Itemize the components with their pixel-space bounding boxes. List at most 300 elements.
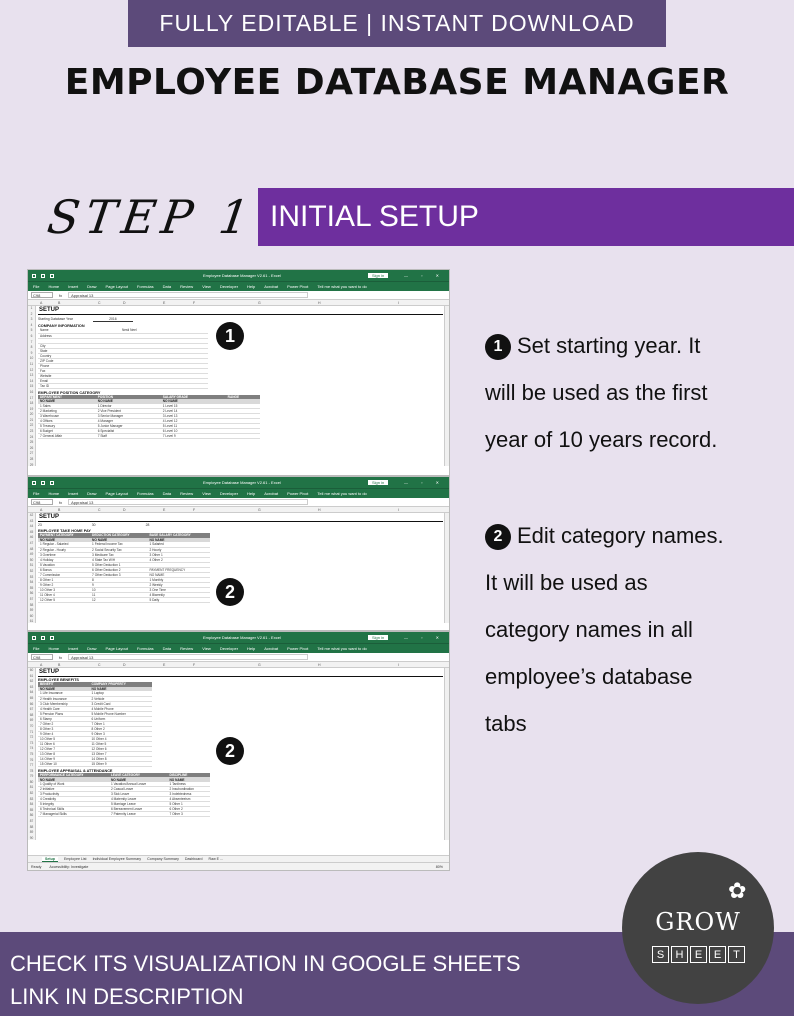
ribbon-tab[interactable]: Help — [247, 646, 256, 651]
row-number[interactable]: 55 — [29, 585, 34, 590]
row-number[interactable]: 28 — [29, 457, 34, 462]
row-number[interactable]: 52 — [29, 568, 34, 573]
table-cell[interactable]: 3 Club Membership — [38, 701, 89, 706]
row-number[interactable]: 5 — [30, 328, 33, 333]
column-header[interactable]: H — [318, 300, 321, 305]
table-cell[interactable]: 2 Regular - Hourly — [38, 547, 90, 552]
table-cell[interactable]: 7 Commission — [38, 572, 90, 577]
table-cell[interactable]: 7 Other 1 — [89, 721, 152, 726]
window-controls[interactable]: — ▫ ✕ — [404, 273, 445, 278]
row-number[interactable]: 14 — [29, 378, 34, 383]
row-number[interactable]: 81 — [29, 785, 34, 790]
table-cell[interactable]: 5 Integrity — [38, 802, 109, 807]
table-cell[interactable]: 6 Level 10 — [161, 429, 226, 434]
save-icon[interactable] — [32, 274, 36, 278]
table-cell[interactable]: 4 Health Care — [38, 706, 89, 711]
table-cell[interactable]: 6 Bereavement Leave — [109, 807, 168, 812]
table-cell[interactable]: 4 Biweekly — [147, 592, 210, 597]
table-cell[interactable]: 6 Technical Skills — [38, 807, 109, 812]
table-cell[interactable]: 2 Health Insurance — [38, 696, 89, 701]
table-cell[interactable]: 8 Other 2 — [89, 726, 152, 731]
row-number[interactable]: 19 — [29, 406, 34, 411]
sheet-tab-setup[interactable]: Setup — [42, 857, 58, 862]
ribbon-tab[interactable]: Formulas — [136, 491, 154, 496]
ribbon-tab[interactable]: Home — [48, 646, 60, 651]
company-field-label[interactable]: Tax ID — [38, 383, 120, 388]
table-cell[interactable]: 4 Level 12 — [161, 419, 226, 424]
column-header[interactable]: E — [163, 507, 166, 512]
window-controls[interactable]: — ▫ ✕ — [404, 480, 445, 485]
table-cell[interactable]: 11 Other 5 — [89, 741, 152, 746]
column-header[interactable]: H — [318, 662, 321, 667]
ribbon-tab[interactable]: Developer — [219, 284, 239, 289]
table-cell[interactable]: 12 Other 5 — [38, 597, 90, 602]
row-number[interactable]: 90 — [29, 835, 34, 840]
table-cell[interactable]: 13 Other 8 — [38, 751, 89, 756]
ribbon-tab[interactable]: Acrobat — [264, 284, 279, 289]
column-header[interactable]: E — [163, 662, 166, 667]
row-number[interactable]: 79 — [29, 774, 34, 779]
ribbon-tab[interactable]: Insert — [68, 491, 79, 496]
table-cell[interactable]: 6 Stamp — [38, 716, 89, 721]
table-cell[interactable]: 6 Other Deduction 2 — [90, 567, 147, 572]
sign-in-button[interactable]: Sign in — [368, 273, 388, 278]
worksheet[interactable] — [28, 513, 449, 623]
row-number[interactable]: 77 — [29, 763, 34, 768]
table-cell[interactable]: 10 Other 5 — [38, 736, 89, 741]
row-number[interactable]: 51 — [29, 563, 34, 568]
table-cell[interactable]: 1 Monthly — [147, 577, 210, 582]
column-header[interactable]: D — [123, 662, 126, 667]
table-cell[interactable]: 7 Other 3 — [167, 812, 210, 817]
tell-me-search[interactable]: Tell me what you want to do — [317, 646, 367, 651]
column-header[interactable]: I — [398, 507, 399, 512]
table-cell[interactable]: 9 Other 2 — [38, 582, 90, 587]
ribbon-tab[interactable]: File — [33, 646, 40, 651]
table-cell[interactable]: 3 Medicare Tax — [90, 552, 147, 557]
ribbon-tab[interactable]: Data — [162, 284, 172, 289]
starting-year-input[interactable]: 2016 — [93, 317, 133, 322]
table-cell[interactable]: 6 Uniform — [89, 716, 152, 721]
ribbon-tab[interactable]: Draw — [87, 646, 97, 651]
row-number[interactable]: 83 — [29, 796, 34, 801]
table-cell[interactable]: 14 Other 9 — [38, 756, 89, 761]
column-header[interactable]: G — [258, 507, 261, 512]
table-cell[interactable]: 14 Other 8 — [89, 756, 152, 761]
tell-me-search[interactable]: Tell me what you want to do — [317, 491, 367, 496]
table-cell[interactable]: 8 — [90, 577, 147, 582]
row-number[interactable]: 15 — [29, 384, 34, 389]
formula-input[interactable]: Appraisal 13 — [68, 292, 308, 298]
table-cell[interactable]: 5 Level 11 — [161, 424, 226, 429]
row-number[interactable]: 27 — [29, 451, 34, 456]
table-cell[interactable]: 6 Bonus — [38, 567, 90, 572]
table-cell[interactable]: 3 Level 13 — [161, 414, 226, 419]
column-header[interactable]: A — [40, 300, 43, 305]
table-cell[interactable]: 9 Other 3 — [89, 731, 152, 736]
row-number[interactable]: 67 — [29, 707, 34, 712]
row-number[interactable]: 49 — [29, 552, 34, 557]
ribbon-tab[interactable]: Review — [180, 646, 194, 651]
formula-input[interactable]: Appraisal 13 — [68, 499, 308, 505]
row-number[interactable]: 6 — [30, 333, 33, 338]
table-cell[interactable]: 13 Other 7 — [89, 751, 152, 756]
company-field-label[interactable]: Fax — [38, 368, 120, 373]
row-number[interactable]: 84 — [29, 802, 34, 807]
table-cell[interactable]: 7 Paternity Leave — [109, 812, 168, 817]
table-cell[interactable]: 3 Overtime — [38, 552, 90, 557]
undo-icon[interactable] — [41, 481, 45, 485]
column-header[interactable]: F — [193, 662, 196, 667]
table-cell[interactable]: 4 Creativity — [38, 797, 109, 802]
row-number[interactable]: 60 — [29, 668, 34, 672]
table-cell[interactable]: 5 Other Deduction 1 — [90, 562, 147, 567]
ribbon-tab[interactable]: Power Pivot — [287, 491, 309, 496]
table-cell[interactable]: 9 Other 4 — [38, 731, 89, 736]
table-cell[interactable]: 10 — [90, 587, 147, 592]
table-cell[interactable]: 7 Managerial Skills — [38, 812, 109, 817]
name-box[interactable]: C98 — [31, 499, 53, 505]
row-number[interactable]: 48 — [29, 546, 34, 551]
table-cell[interactable]: 5 Other 1 — [167, 802, 210, 807]
table-cell[interactable]: 15 Other 9 — [89, 761, 152, 766]
company-field-label[interactable]: City — [38, 343, 120, 348]
row-number[interactable]: 63 — [29, 684, 34, 689]
table-cell[interactable]: 1 Regular - Salaried — [38, 542, 90, 547]
sheet-tab[interactable]: Dashboard — [184, 857, 203, 861]
vertical-scrollbar[interactable] — [444, 513, 449, 623]
row-number[interactable]: 66 — [29, 701, 34, 706]
table-cell[interactable]: 4 Manager — [96, 419, 161, 424]
row-number[interactable]: 18 — [29, 401, 34, 406]
table-cell[interactable]: 2 Weekly — [147, 582, 210, 587]
row-number[interactable]: 72 — [29, 735, 34, 740]
row-number[interactable]: 86 — [29, 813, 34, 818]
row-number[interactable]: 73 — [29, 740, 34, 745]
row-number[interactable]: 82 — [29, 791, 34, 796]
row-number[interactable]: 44 — [29, 524, 34, 529]
table-cell[interactable]: 5 Daily — [147, 597, 210, 602]
table-cell[interactable]: 4 Other 2 — [147, 557, 210, 562]
row-number[interactable]: 12 — [29, 367, 34, 372]
table-cell[interactable]: 1 Life Insurance — [38, 691, 89, 696]
row-number[interactable]: 16 — [29, 389, 34, 394]
save-icon[interactable] — [32, 481, 36, 485]
sheet-tab[interactable]: Raw E ... — [208, 857, 224, 861]
table-cell[interactable]: 2 Initiative — [38, 787, 109, 792]
row-number[interactable]: 80 — [29, 779, 34, 784]
column-header[interactable]: I — [398, 662, 399, 667]
cell-value[interactable]: 30 — [91, 523, 96, 527]
table-cell[interactable]: 4 Absenteeism — [167, 797, 210, 802]
row-number[interactable]: 4 — [30, 322, 33, 327]
zoom-level[interactable]: 80% — [435, 864, 443, 869]
sheet-tab[interactable]: Employee List — [63, 857, 87, 861]
column-header[interactable]: C — [98, 300, 101, 305]
ribbon-tab[interactable]: File — [33, 284, 40, 289]
save-icon[interactable] — [32, 636, 36, 640]
column-header[interactable]: A — [40, 662, 43, 667]
ribbon-tab[interactable]: Acrobat — [264, 491, 279, 496]
row-number[interactable]: 78 — [29, 768, 34, 773]
table-cell[interactable]: 1 Director — [96, 404, 161, 409]
table-cell[interactable]: 6 Budget — [38, 429, 96, 434]
cell-value[interactable]: 28 — [145, 523, 150, 527]
vertical-scrollbar[interactable] — [444, 306, 449, 466]
ribbon-tab[interactable]: Developer — [219, 646, 239, 651]
sign-in-button[interactable]: Sign in — [368, 480, 388, 485]
row-number[interactable]: 61 — [29, 619, 34, 624]
column-header[interactable]: E — [163, 300, 166, 305]
vertical-scrollbar[interactable] — [444, 668, 449, 840]
table-cell[interactable]: 7 Level 9 — [161, 434, 226, 439]
table-cell[interactable]: 8 Other 3 — [38, 726, 89, 731]
row-number[interactable]: 88 — [29, 824, 34, 829]
ribbon-tab[interactable]: View — [202, 491, 211, 496]
redo-icon[interactable] — [50, 274, 54, 278]
ribbon-tab[interactable]: Review — [180, 284, 194, 289]
row-number[interactable]: 57 — [29, 596, 34, 601]
table-cell[interactable]: 4 Maternity Leave — [109, 797, 168, 802]
table-cell[interactable]: 4 Holiday — [38, 557, 90, 562]
row-number[interactable]: 17 — [29, 395, 34, 400]
row-number[interactable]: 62 — [29, 679, 34, 684]
column-header[interactable]: D — [123, 300, 126, 305]
column-header[interactable]: D — [123, 507, 126, 512]
table-cell[interactable]: 12 — [90, 597, 147, 602]
row-number[interactable]: 74 — [29, 746, 34, 751]
column-header[interactable]: C — [98, 507, 101, 512]
undo-icon[interactable] — [41, 274, 45, 278]
column-header[interactable]: H — [318, 507, 321, 512]
ribbon-tab[interactable]: Developer — [219, 491, 239, 496]
table-cell[interactable]: 3 Sick Leave — [109, 792, 168, 797]
ribbon-tab[interactable]: Acrobat — [264, 646, 279, 651]
table-cell[interactable]: 3 Credit Card — [89, 701, 152, 706]
ribbon-tab[interactable]: Draw — [87, 491, 97, 496]
table-cell[interactable]: 7 Other 2 — [38, 721, 89, 726]
row-number[interactable]: 2 — [30, 311, 33, 316]
row-number[interactable]: 58 — [29, 602, 34, 607]
row-number[interactable]: 85 — [29, 807, 34, 812]
row-number[interactable]: 59 — [29, 608, 34, 613]
row-number[interactable]: 75 — [29, 751, 34, 756]
row-number[interactable]: 10 — [29, 356, 34, 361]
sheet-tab[interactable]: Company Summary — [147, 857, 179, 861]
table-cell[interactable]: 6 Specialist — [96, 429, 161, 434]
table-cell[interactable]: 2 Insubordination — [167, 787, 210, 792]
ribbon-tab[interactable]: View — [202, 284, 211, 289]
row-number[interactable]: 1 — [30, 306, 33, 310]
column-header[interactable]: A — [40, 507, 43, 512]
ribbon-tab[interactable]: Data — [162, 491, 172, 496]
table-cell[interactable]: 5 Mobile Phone Number — [89, 711, 152, 716]
row-number[interactable]: 54 — [29, 580, 34, 585]
window-controls[interactable]: — ▫ ✕ — [404, 635, 445, 640]
row-number[interactable]: 89 — [29, 830, 34, 835]
row-number[interactable]: 42 — [29, 513, 34, 517]
table-cell[interactable]: 3 Productivity — [38, 792, 109, 797]
row-number[interactable]: 45 — [29, 529, 34, 534]
column-header[interactable]: B — [58, 300, 61, 305]
company-field-label[interactable]: Name — [38, 328, 120, 333]
table-cell[interactable]: 5 Marriage Leave — [109, 802, 168, 807]
row-number[interactable]: 65 — [29, 695, 34, 700]
table-cell[interactable]: 3 Other 1 — [147, 552, 210, 557]
column-header[interactable]: G — [258, 300, 261, 305]
row-number[interactable]: 25 — [29, 440, 34, 445]
row-number[interactable]: 64 — [29, 690, 34, 695]
table-cell[interactable]: 11 Other 4 — [38, 592, 90, 597]
ribbon-tab[interactable]: Page Layout — [105, 491, 128, 496]
table-cell[interactable]: 1 Sales — [38, 404, 96, 409]
row-number[interactable]: 69 — [29, 718, 34, 723]
undo-icon[interactable] — [41, 636, 45, 640]
table-cell[interactable]: 2 Casual Leave — [109, 787, 168, 792]
table-cell[interactable]: 7 Staff — [96, 434, 161, 439]
ribbon-tab[interactable]: Help — [247, 491, 256, 496]
accessibility-status[interactable]: Accessibility: Investigate — [49, 864, 89, 869]
column-header[interactable]: B — [58, 507, 61, 512]
table-cell[interactable]: 10 Other 4 — [89, 736, 152, 741]
row-number[interactable]: 43 — [29, 518, 34, 523]
table-cell[interactable]: 3 Senior Manager — [96, 414, 161, 419]
row-number[interactable]: 7 — [30, 339, 33, 344]
row-number[interactable]: 53 — [29, 574, 34, 579]
table-cell[interactable]: 4 State Tax W/H — [90, 557, 147, 562]
row-number[interactable]: 71 — [29, 729, 34, 734]
table-cell[interactable]: 11 Other 6 — [38, 741, 89, 746]
table-cell[interactable]: 5 Pension Plans — [38, 711, 89, 716]
table-cell[interactable]: 1 Tardiness — [167, 782, 210, 787]
table-cell[interactable]: 5 Treasury — [38, 424, 96, 429]
redo-icon[interactable] — [50, 636, 54, 640]
company-field-label[interactable]: Country — [38, 353, 120, 358]
ribbon-tab[interactable]: Formulas — [136, 284, 154, 289]
column-header[interactable]: B — [58, 662, 61, 667]
table-cell[interactable]: 12 Other 7 — [38, 746, 89, 751]
table-cell[interactable]: 9 — [90, 582, 147, 587]
table-cell[interactable]: 11 — [90, 592, 147, 597]
row-number[interactable]: 13 — [29, 373, 34, 378]
company-field-label[interactable]: ZIP Code — [38, 358, 120, 363]
table-cell[interactable]: 2 Hourly — [147, 547, 210, 552]
table-cell[interactable]: 2 Marketing — [38, 409, 96, 414]
table-cell[interactable]: 1 Federal Income Tax — [90, 542, 147, 547]
company-field-value[interactable]: Nesti Neel — [120, 328, 208, 333]
table-cell[interactable] — [226, 434, 260, 439]
row-number[interactable]: 76 — [29, 757, 34, 762]
column-header[interactable]: C — [98, 662, 101, 667]
ribbon-tab[interactable]: Help — [247, 284, 256, 289]
row-number[interactable]: 26 — [29, 445, 34, 450]
ribbon-tab[interactable]: Page Layout — [105, 284, 128, 289]
ribbon-tab[interactable]: View — [202, 646, 211, 651]
row-number[interactable]: 29 — [29, 462, 34, 467]
ribbon-tab[interactable]: Data — [162, 646, 172, 651]
row-number[interactable]: 46 — [29, 535, 34, 540]
table-cell[interactable]: 1 Quality of Work — [38, 782, 109, 787]
row-number[interactable]: 8 — [30, 345, 33, 350]
table-cell[interactable]: 2 Vehicle — [89, 696, 152, 701]
company-field-label[interactable]: Phone — [38, 363, 120, 368]
table-cell[interactable]: 4 Offices — [38, 419, 96, 424]
table-cell[interactable]: 1 Laptop — [89, 691, 152, 696]
ribbon-tab[interactable]: Power Pivot — [287, 284, 309, 289]
table-cell[interactable]: 15 Other 10 — [38, 761, 89, 766]
row-number[interactable]: 20 — [29, 412, 34, 417]
row-number[interactable]: 87 — [29, 819, 34, 824]
row-number[interactable]: 68 — [29, 712, 34, 717]
ribbon-tab[interactable]: Review — [180, 491, 194, 496]
table-cell[interactable]: 6 Other 2 — [167, 807, 210, 812]
table-cell[interactable]: 7 Other Deduction 3 — [90, 572, 147, 577]
row-number[interactable]: 22 — [29, 423, 34, 428]
row-number[interactable]: 60 — [29, 613, 34, 618]
table-cell[interactable]: 7 General Affair — [38, 434, 96, 439]
ribbon-tab[interactable]: Insert — [68, 646, 79, 651]
ribbon-tab[interactable]: File — [33, 491, 40, 496]
ribbon-tab[interactable]: Home — [48, 284, 60, 289]
table-cell[interactable]: 3 Warehouse — [38, 414, 96, 419]
table-cell[interactable]: 1 Level 15 — [161, 404, 226, 409]
column-header[interactable]: F — [193, 507, 196, 512]
table-cell[interactable]: 2 Vice President — [96, 409, 161, 414]
formula-input[interactable]: Appraisal 13 — [68, 654, 308, 660]
ribbon-tab[interactable]: Power Pivot — [287, 646, 309, 651]
ribbon-tab[interactable]: Formulas — [136, 646, 154, 651]
row-number[interactable]: 70 — [29, 723, 34, 728]
table-cell[interactable]: 2 Social Security Tax — [90, 547, 147, 552]
table-cell[interactable]: 2 Level 14 — [161, 409, 226, 414]
sheet-tab[interactable]: Individual Employee Summary — [92, 857, 142, 861]
row-number[interactable]: 11 — [29, 361, 34, 366]
column-header[interactable]: I — [398, 300, 399, 305]
row-number[interactable]: 61 — [29, 673, 34, 678]
table-cell[interactable]: NO NAME — [147, 572, 210, 577]
company-field-label[interactable]: Website — [38, 373, 120, 378]
table-cell[interactable]: 4 Mobile Phone — [89, 706, 152, 711]
sign-in-button[interactable]: Sign in — [368, 635, 388, 640]
row-number[interactable]: 3 — [30, 317, 33, 322]
table-cell[interactable]: 1 Salaried — [147, 542, 210, 547]
company-field-label[interactable]: Address — [38, 333, 120, 338]
row-number[interactable]: 23 — [29, 429, 34, 434]
ribbon-tab[interactable]: Draw — [87, 284, 97, 289]
row-number[interactable]: 50 — [29, 557, 34, 562]
row-number[interactable]: 47 — [29, 540, 34, 545]
table-cell[interactable]: 12 Other 6 — [89, 746, 152, 751]
redo-icon[interactable] — [50, 481, 54, 485]
cell-value[interactable]: 23 — [38, 523, 42, 527]
table-cell[interactable]: 3 Indebtedness — [167, 792, 210, 797]
table-cell[interactable]: 1 Vacation/Annual Leave — [109, 782, 168, 787]
tell-me-search[interactable]: Tell me what you want to do — [317, 284, 367, 289]
name-box[interactable]: C98 — [31, 654, 53, 660]
company-field-label[interactable]: State — [38, 348, 120, 353]
table-cell[interactable]: 5 Vacation — [38, 562, 90, 567]
row-number[interactable]: 9 — [30, 350, 33, 355]
table-cell[interactable]: 5 Junior Manager — [96, 424, 161, 429]
table-cell[interactable]: 3 One Time — [147, 587, 210, 592]
column-header[interactable]: F — [193, 300, 196, 305]
row-number[interactable]: 56 — [29, 591, 34, 596]
ribbon-tab[interactable]: Page Layout — [105, 646, 128, 651]
ribbon-tab[interactable]: Insert — [68, 284, 79, 289]
column-header[interactable]: G — [258, 662, 261, 667]
row-number[interactable]: 24 — [29, 434, 34, 439]
table-cell[interactable]: 8 Other 1 — [38, 577, 90, 582]
